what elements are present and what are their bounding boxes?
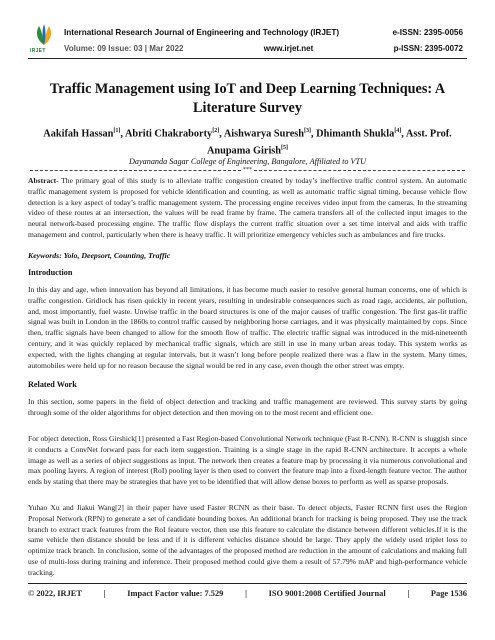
divider-dash-left bbox=[30, 170, 241, 171]
footer-separator: | bbox=[103, 589, 106, 598]
author-name: Dhimanth Shukla bbox=[316, 128, 395, 140]
divider-dash-right bbox=[254, 170, 465, 171]
abstract-text: - The primary goal of this study is to alleviate traffic congestion created by today’s ineffective traffic control system. An automatic traffic management system is proposed for vehicle identification and counting, as well as automatic traffic signal timing, because vehicle flow detection is a key aspect of today’s traffic management system. The processing engine receives video input from the cameras. In the streaming video of these routes at an intersection, the values will be read frame by frame. The camera transfers all of the collected input images to the neural network-based processing engine. The traffic flow displays the current traffic situation over a set time interval and aids with traffic management and control, particularly when there is heavy traffic. It will prioritize emergency vehicles such as ambulances and fire trucks. bbox=[28, 176, 467, 239]
journal-name: International Research Journal of Engineering and Technology (IRJET) bbox=[64, 28, 340, 37]
journal-website: www.irjet.net bbox=[263, 44, 314, 53]
related-paragraph-3: Yuhao Xu and Jiakui Wang[2] in their paper have used Faster RCNN as their base. To detect objects, Faster RCNN first uses the Region Proposal Network (RPN) to generate a set of candidate bounding boxes. An additional branch for tracking is being proposed. They use the track branch to extract track features from the RoI feature vector, then use this feature to calculate the distance between different vehicles.If it is the same vehicle then distance should be less and if it is different vehicles distance should be large. They apply the widely used triplet loss to optimize track branch. In conclusion, some of the advantages of the proposed method are reduction in the amount of calculations and making full use of multi-loss during training and inference. Their proposed method could give them a result of 57.79% mAP and high-performance vehicle tracking. bbox=[28, 503, 467, 577]
header-line-bottom bbox=[64, 44, 463, 53]
footer-separator: | bbox=[245, 589, 247, 598]
section-divider bbox=[30, 167, 465, 173]
abstract-label: Abstract bbox=[28, 176, 57, 185]
abstract-paragraph bbox=[28, 176, 467, 241]
header-rule bbox=[28, 58, 467, 59]
footer-impact-factor: Impact Factor value: 7.529 bbox=[127, 589, 224, 598]
footer-copyright: © 2022, IRJET bbox=[28, 589, 82, 598]
author-mark: [1] bbox=[113, 128, 121, 134]
intro-paragraph: In this day and age, when innovation has beyond all limitations, it has become much easier to resolve general human concerns, one of which is traffic congestion. Gridlock has risen quickly in recent years, resulting in undesirable consequences such as road rage, accidents, air pollution, and, most importantly, fuel waste. Unwise traffic in the board structures is one of the major causes of traffic congestion. The first gas-lit traffic signal was built in London in the 1860s to control traffic caused by neighboring horse carriages, and it was physically maintained by cops. Since then, traffic signals have been changed to allow for the smooth flow of traffic. The electric traffic signal was introduced in the mid-nineteenth century, and it was quickly replaced by mechanical traffic signals, which are still in use in many urban areas today. This system works as expected, with the lights changing at regular intervals, but it wasn’t long before people realized there was a flaw in the system. Many times, automobiles were held up for no reason because the signal would be red in any case, even though the other street was empty. bbox=[28, 285, 467, 370]
author-separator: , bbox=[311, 128, 317, 140]
pissn: p-ISSN: 2395-0072 bbox=[393, 44, 463, 53]
eissn: e-ISSN: 2395-0056 bbox=[392, 28, 463, 37]
author-list bbox=[40, 124, 455, 159]
related-paragraph-2: For object detection, Ross Girshick[1] presented a Fast Region-based Convolutional Network technique (Fast R-CNN). R-CNN is sluggish since it conducts a ConvNet forward pass for each item suggestion. Training is a single stage in the rapid R-CNN architecture. It accepts a whole image as well as a series of object suggestions as input. The network then creates a feature map by processing it via numerous convolutional and max pooling layers. A region of interest (RoI) pooling layer is then used to convert the feature map into a fixed-length feature vector. The author ends by stating that there may be strategies that have yet to be identified that will allow dense boxes to perform as well as sparse proposals. bbox=[28, 434, 467, 487]
volume-issue: Volume: 09 Issue: 03 | Mar 2022 bbox=[64, 44, 184, 53]
author-separator: , bbox=[120, 128, 125, 140]
keywords-label: Keywords bbox=[28, 251, 60, 260]
keywords-line bbox=[28, 251, 170, 260]
footer-rule bbox=[28, 583, 467, 584]
footer-iso: ISO 9001:2008 Certified Journal bbox=[268, 589, 386, 598]
author-mark: [4] bbox=[394, 128, 402, 134]
footer-separator: | bbox=[407, 589, 410, 598]
footer-page-number: Page 1536 bbox=[430, 589, 467, 598]
paper-title: Traffic Management using IoT and Deep Learning Techniques: A Literature Survey bbox=[49, 81, 446, 116]
author-separator: , bbox=[219, 128, 224, 140]
header-line-top bbox=[64, 28, 463, 37]
related-paragraph-1: In this section, some papers in the field of object detection and tracking and traffic management are reviewed. This survey starts by going through some of the older algorithms for object detection and then moving on to the most recent and efficient one. bbox=[28, 397, 467, 417]
author-name: Aakifah Hassan bbox=[43, 128, 114, 140]
author-name: Abriti Chakraborty bbox=[124, 128, 213, 140]
irjet-leaf-logo-icon bbox=[32, 23, 56, 47]
author-mark: [5] bbox=[281, 145, 289, 152]
page-footer bbox=[28, 589, 467, 598]
related-heading: Related Work bbox=[28, 380, 77, 389]
author-name: Anupama Girish bbox=[206, 145, 282, 157]
author-mark: [3] bbox=[304, 128, 312, 134]
author-separator: , Asst. Prof. bbox=[401, 128, 452, 140]
author-name: Aishwarya Suresh bbox=[223, 128, 305, 140]
intro-heading: Introduction bbox=[28, 268, 73, 277]
affiliation: Dayananda Sagar College of Engineering, Bangalore, Affiliated to VTU bbox=[129, 157, 366, 166]
author-mark: [2] bbox=[212, 128, 220, 134]
keywords-text: : Yolo, Deepsort, Counting, Traffic bbox=[59, 251, 171, 260]
divider-stars: *** bbox=[243, 167, 252, 173]
logo-text: IRJET bbox=[30, 48, 46, 54]
